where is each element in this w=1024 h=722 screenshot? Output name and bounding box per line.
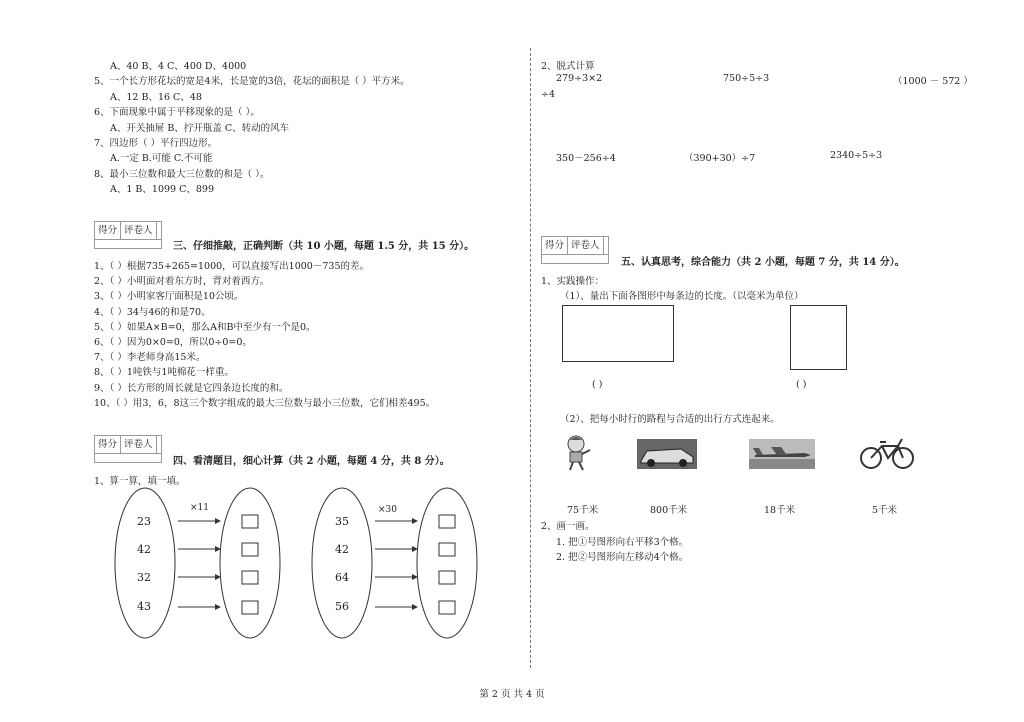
airplane-icon <box>749 439 815 469</box>
judge-item: 7、（ ）李老师身高15米。 <box>94 352 206 364</box>
page-footer: 第 2 页 共 4 页 <box>479 689 545 700</box>
answer-box <box>439 601 455 614</box>
score-box-sec5 <box>541 236 609 264</box>
reviewer-label: 评卷人 <box>121 436 157 453</box>
judge-item: 1、（ ）根据735+265=1000，可以直接写出1000－735的差。 <box>94 261 369 272</box>
judge-item: 3、（ ）小明家客厅面积是10公顷。 <box>94 291 244 303</box>
judge-item: 6、（ ）因为0×0=0，所以0÷0=0。 <box>94 337 252 348</box>
question-5: 5、一个长方形花坛的宽是4米，长是宽的3倍，花坛的面积是（ ）平方米。 <box>94 76 410 87</box>
q4-options: A、40 B、4 C、400 D、4000 <box>110 61 247 72</box>
map2-operator: ×30 <box>378 505 397 515</box>
walking-child-icon <box>560 434 594 472</box>
answer-box <box>439 515 455 528</box>
section-3-title: 三、仔细推敲，正确判断（共 10 小题，每题 1.5 分，共 15 分）。 <box>173 241 475 252</box>
question-6: 6、下面现象中属于平移现象的是（ ）。 <box>94 107 260 118</box>
answer-parens-2: ( ) <box>796 379 807 390</box>
square-shape <box>790 305 847 370</box>
answer-box <box>242 571 258 584</box>
reviewer-label: 评卷人 <box>568 237 604 254</box>
judge-item: 10、（ ）用3，6，8这三个数字组成的最大三位数与最小三位数，它们相差495。 <box>94 397 436 409</box>
score-label: 得分 <box>542 237 568 254</box>
reviewer-label: 评卷人 <box>121 222 157 239</box>
output-ellipse-2 <box>417 488 477 638</box>
answer-box <box>242 543 258 556</box>
score-box-sec3 <box>94 221 162 249</box>
calc-3: （1000 － 572 ） <box>893 76 973 87</box>
section-5-title: 五、认真思考，综合能力（共 2 小题，每题 7 分，共 14 分）。 <box>621 257 905 268</box>
speed-label: 5千米 <box>872 505 898 516</box>
score-box-sec4 <box>94 435 162 463</box>
input-ellipse-1 <box>115 488 175 638</box>
rectangle-shape <box>562 305 674 362</box>
calc-4: 350－256÷4 <box>556 153 616 164</box>
practice-question-1: 1、实践操作： <box>541 276 605 287</box>
calc-2: 750÷5÷3 <box>723 73 770 84</box>
column-divider <box>530 48 531 668</box>
calc-1: 279÷3×2 <box>556 73 603 84</box>
answer-box <box>439 571 455 584</box>
judge-item: 9、（ ）长方形的周长就是它四条边长度的和。 <box>94 382 289 394</box>
answer-box <box>439 543 455 556</box>
input-ellipse-2 <box>312 488 372 638</box>
map2-num: 35 <box>335 515 349 528</box>
judge-item: 8、（ ）1吨铁与1吨棉花一样重。 <box>94 367 234 379</box>
mapping-diagrams <box>110 485 490 645</box>
calc-3-continued: ÷4 <box>541 89 556 100</box>
speed-label: 18千米 <box>764 505 796 516</box>
map1-operator: ×11 <box>190 503 209 513</box>
question-8: 8、最小三位数和最大三位数的和是（ ）。 <box>94 169 270 180</box>
answer-box <box>242 515 258 528</box>
car-icon <box>637 439 697 469</box>
q6-options: A、开关抽屉 B、拧开瓶盖 C、转动的风车 <box>110 123 290 134</box>
map1-num: 42 <box>137 543 151 556</box>
q8-options: A、1 B、1099 C、899 <box>110 184 215 195</box>
answer-parens-1: ( ) <box>592 379 603 390</box>
map2-num: 42 <box>335 543 349 556</box>
draw-question-2: 2、画一画。 <box>541 521 595 532</box>
score-label: 得分 <box>95 222 121 239</box>
q7-options: A.一定 B.可能 C.不可能 <box>110 153 213 164</box>
judge-item: 5、（ ）如果A×B=0，那么A和B中至少有一个是0。 <box>94 321 316 333</box>
map2-num: 64 <box>335 571 349 584</box>
map2-num: 56 <box>335 600 349 613</box>
draw-instruction-1: 1. 把①号图形向右平移3个格。 <box>556 537 689 548</box>
score-label: 得分 <box>95 436 121 453</box>
q5-options: A、12 B、16 C、48 <box>110 92 202 103</box>
map1-num: 23 <box>137 515 151 528</box>
judge-item: 2、（ ）小明面对着东方时，背对着西方。 <box>94 276 270 288</box>
map1-num: 32 <box>137 571 151 584</box>
output-ellipse-1 <box>220 488 280 638</box>
section-4-title: 四、看清题目，细心计算（共 2 小题，每题 4 分，共 8 分）。 <box>173 456 450 467</box>
map1-num: 43 <box>137 600 151 613</box>
sec4-question-1: 1、算一算，填一填。 <box>94 476 186 487</box>
judge-item: 4、（ ）34与46的和是70。 <box>94 306 211 318</box>
answer-box <box>242 601 258 614</box>
bicycle-icon <box>858 434 916 470</box>
speed-label: 800千米 <box>650 505 688 516</box>
calc-6: 2340÷5÷3 <box>830 150 883 161</box>
practice-sub-1: （1）、量出下面各图形中每条边的长度。（以毫米为单位） <box>560 291 804 302</box>
calc-question-2: 2、脱式计算 <box>541 61 595 72</box>
practice-sub-2: （2）、把每小时行的路程与合适的出行方式连起来。 <box>560 414 780 425</box>
draw-instruction-2: 2. 把②号图形向左移动4个格。 <box>556 552 689 563</box>
speed-label: 75千米 <box>567 505 599 516</box>
question-7: 7、四边形（ ）平行四边形。 <box>94 138 218 149</box>
calc-5: （390+30）÷7 <box>684 153 756 164</box>
